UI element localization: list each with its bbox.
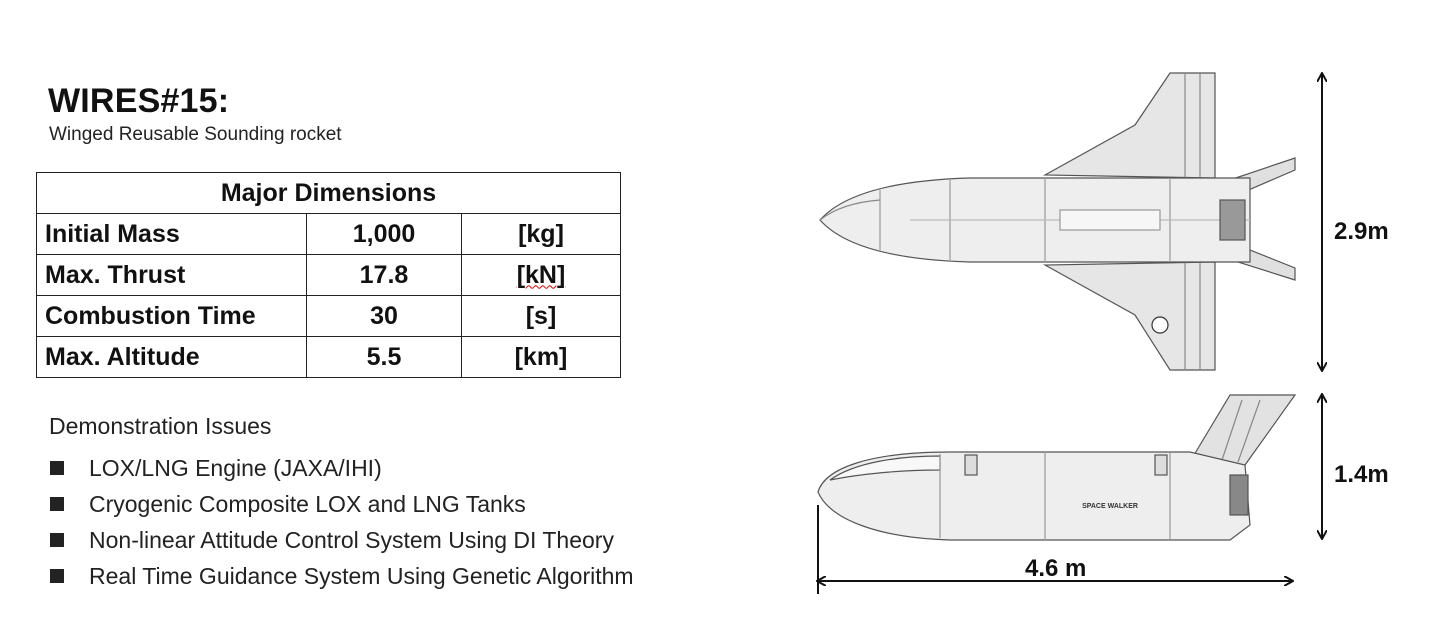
emblem-icon [1152, 317, 1168, 333]
list-item [50, 558, 634, 594]
square-bullet-icon [50, 461, 64, 475]
list-item [50, 522, 634, 558]
row-unit: [km] [462, 337, 621, 378]
major-dimensions-table [36, 172, 621, 378]
row-value: 30 [307, 296, 462, 337]
square-bullet-icon [50, 569, 64, 583]
row-unit [462, 255, 621, 296]
list-item-text: Non-linear Attitude Control System Using DI Theory [89, 526, 614, 553]
table-row [37, 255, 621, 296]
issues-list [50, 450, 634, 594]
height-label: 1.4m [1334, 461, 1389, 488]
row-label: Initial Mass [37, 214, 307, 255]
page-title: WIRES#15: [48, 82, 230, 120]
row-label: Max. Thrust [37, 255, 307, 296]
lower-wing [1045, 262, 1215, 370]
rocket-top-view [820, 73, 1295, 370]
fuselage-marking: SPACE WALKER [1082, 503, 1138, 510]
row-value: 17.8 [307, 255, 462, 296]
square-bullet-icon [50, 533, 64, 547]
table-row [37, 337, 621, 378]
row-unit: [s] [462, 296, 621, 337]
length-label: 4.6 m [1025, 555, 1087, 582]
row-unit-text: [kN] [516, 260, 566, 289]
list-item-text: Cryogenic Composite LOX and LNG Tanks [89, 490, 526, 517]
table-header-row [37, 173, 621, 214]
row-unit: [kg] [462, 214, 621, 255]
row-label: Combustion Time [37, 296, 307, 337]
list-item [50, 486, 634, 522]
span-label: 2.9m [1334, 218, 1389, 245]
row-label: Max. Altitude [37, 337, 307, 378]
upper-wing [1045, 73, 1215, 178]
rocket-drawing [790, 60, 1430, 605]
issues-heading: Demonstration Issues [49, 413, 272, 439]
square-bullet-icon [50, 497, 64, 511]
table-heading: Major Dimensions [37, 173, 621, 214]
rocket-side-view [818, 395, 1295, 540]
row-value: 5.5 [307, 337, 462, 378]
row-value: 1,000 [307, 214, 462, 255]
list-item-text: Real Time Guidance System Using Genetic Algorithm [89, 562, 634, 589]
table-row [37, 214, 621, 255]
page-subtitle: Winged Reusable Sounding rocket [49, 124, 342, 145]
list-item-text: LOX/LNG Engine (JAXA/IHI) [89, 454, 382, 481]
list-item [50, 450, 634, 486]
table-row [37, 296, 621, 337]
